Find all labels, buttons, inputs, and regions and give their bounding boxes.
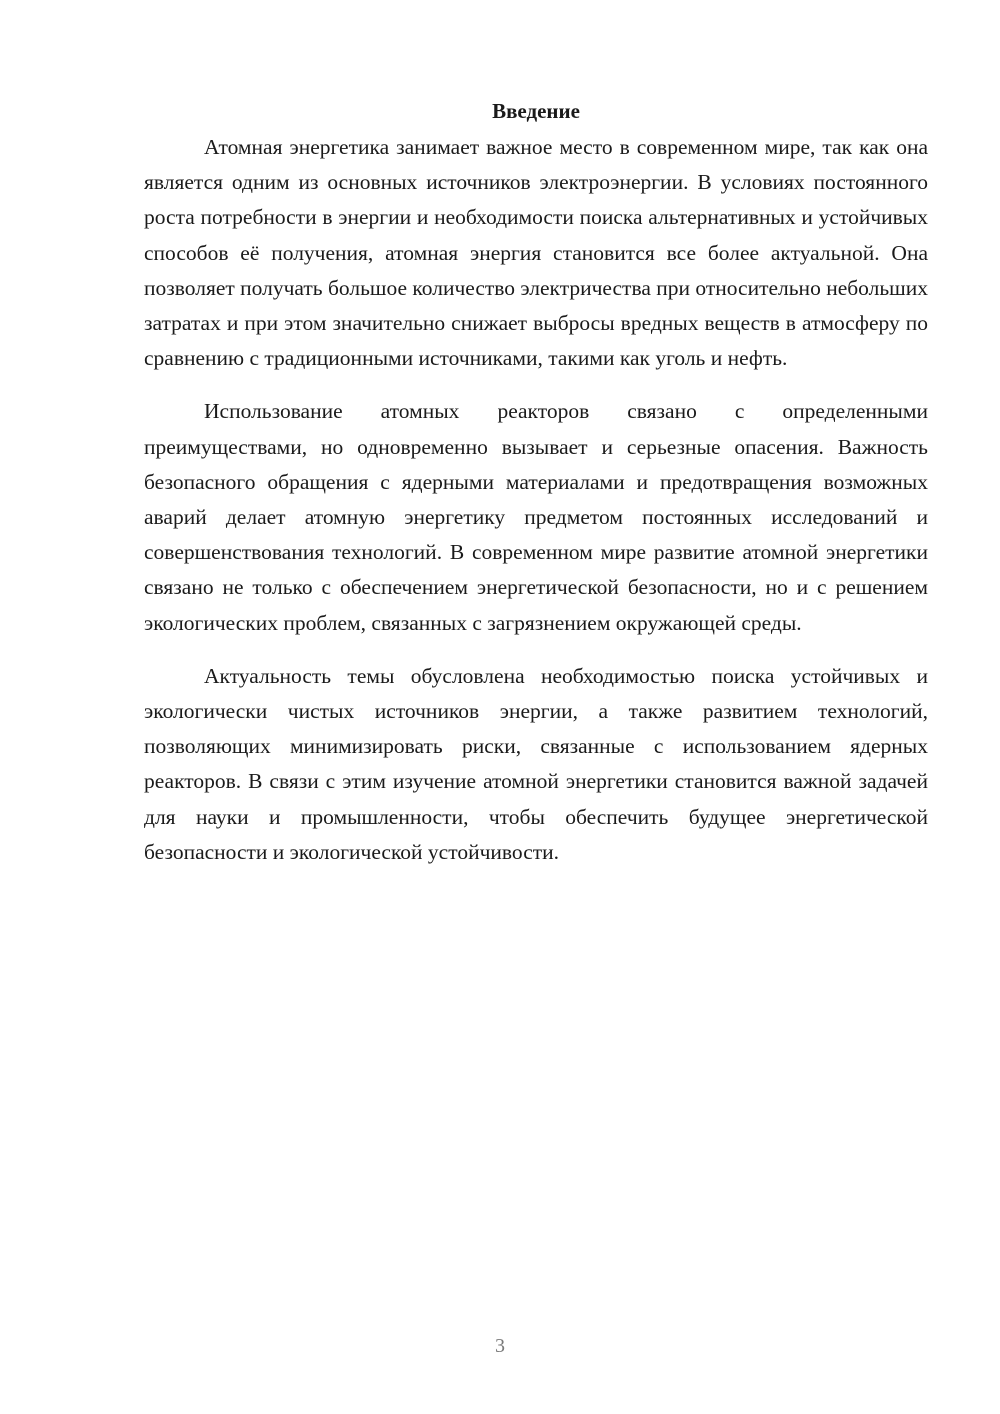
- page-number: 3: [495, 1335, 505, 1357]
- section-heading: Введение: [492, 99, 580, 123]
- page-content: [144, 96, 928, 888]
- paragraph-2: Использование атомных реакторов связано с определенными преимуществами, но одновременно вызывает и серьезные опасения. Важность безопасного обращения с ядерными материалами и предотвращения возможных аварий делает атомную энергетику предметом постоянных исследований и совершенствования технологий. В современном мире развитие атомной энергетики связано не только с обеспечением энергетической безопасности, но и с решением экологических проблем, связанных с загрязнением окружающей среды.: [144, 399, 928, 635]
- paragraph-3: Актуальность темы обусловлена необходимостью поиска устойчивых и экологически чистых источников энергии, а также развитием технологий, позволяющих минимизировать риски, связанные с использованием ядерных реакторов. В связи с этим изучение атомной энергетики становится важной задачей для науки и промышленности, чтобы обеспечить будущее энергетической безопасности и экологической устойчивости.: [144, 663, 928, 864]
- paragraph-1: Атомная энергетика занимает важное место в современном мире, так как она является одним из основных источников электроэнергии. В условиях постоянного роста потребности в энергии и необходимости поиска альтернативных и устойчивых способов её получения, атомная энергия становится все более актуальной. Она позволяет получать большое количество электричества при относительно небольших затратах и при этом значительно снижает выбросы вредных веществ в атмосферу по сравнению с традиционными источниками, такими как уголь и нефть.: [144, 135, 928, 371]
